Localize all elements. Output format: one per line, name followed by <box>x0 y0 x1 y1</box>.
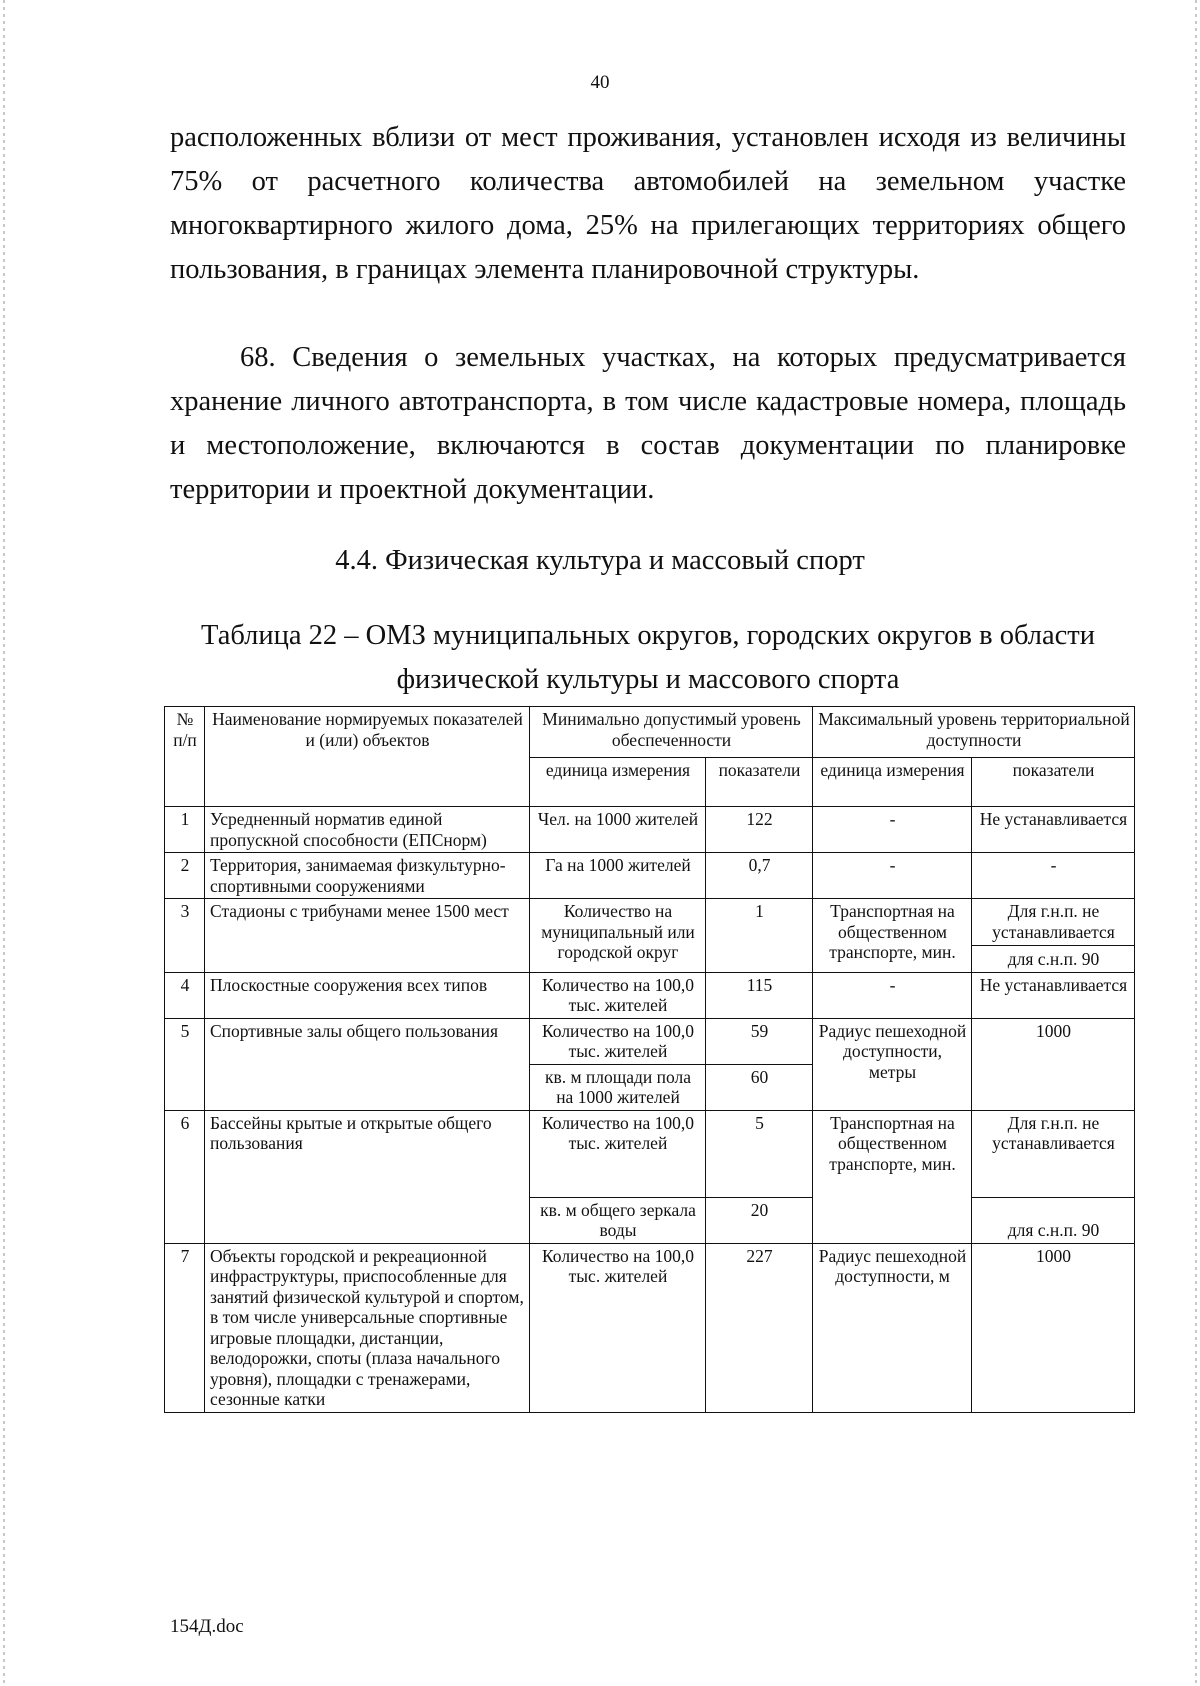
row-value: 59 <box>706 1018 813 1064</box>
table-row <box>165 1110 1135 1197</box>
header-unit: единица измерения <box>530 758 706 807</box>
paragraph-68: 68. Сведения о земельных участках, на которых предусматривается хранение личного автотранспорта, в том числе кадастровые номера, площадь и местоположение, включаются в состав документации по планировке территории и проектной документации. <box>170 342 1126 505</box>
row-value2: Не устанавливается <box>972 807 1135 853</box>
row-num: 3 <box>165 899 205 973</box>
table-row <box>165 972 1135 1018</box>
row-unit: Чел. на 1000 жителей <box>530 807 706 853</box>
value2-urban: Для г.н.п. не устанавливается <box>972 901 1134 946</box>
row-num: 1 <box>165 807 205 853</box>
row-unit: Га на 1000 жителей <box>530 853 706 899</box>
row-unit2: - <box>813 807 972 853</box>
header-unit2: единица измерения <box>813 758 972 807</box>
scan-edge-left <box>3 0 5 1686</box>
header-name: Наименование нормируемых показателей и (или) объектов <box>205 707 530 807</box>
footer-filename: 154Д.doc <box>170 1616 244 1637</box>
table-row <box>165 853 1135 899</box>
sport-norms-table <box>164 706 1135 1413</box>
row-num: 6 <box>165 1110 205 1243</box>
row-num: 7 <box>165 1243 205 1412</box>
header-value: показатели <box>706 758 813 807</box>
table-row <box>165 899 1135 973</box>
row-unit2: - <box>813 972 972 1018</box>
row-value: 1 <box>706 899 813 973</box>
header-max-level: Максимальный уровень территориальной доступности <box>813 707 1135 758</box>
row-value2: Для г.н.п. не устанавливается <box>972 1110 1135 1197</box>
table-row <box>165 1018 1135 1064</box>
row-value: 60 <box>706 1064 813 1110</box>
row-num: 4 <box>165 972 205 1018</box>
row-name: Стадионы с трибунами менее 1500 мест <box>205 899 530 973</box>
row-name: Усредненный норматив единой пропускной способности (ЕПСнорм) <box>205 807 530 853</box>
row-unit: Количество на 100,0 тыс. жителей <box>530 1243 706 1412</box>
table-caption: Таблица 22 – ОМЗ муниципальных округов, городских округов в области физической культуры и массового спорта <box>201 620 1095 695</box>
row-name: Объекты городской и рекреационной инфраструктуры, приспособленные для занятий физической культурой и спортом, в том числе универсальные спортивные игровые площадки, дистанции, велодорожки, споты (плаза начального уровня), площадки с тренажерами, сезонные катки <box>205 1243 530 1412</box>
scan-edge-right <box>1195 0 1197 1686</box>
row-unit: Количество на 100,0 тыс. жителей <box>530 1110 706 1197</box>
row-value: 122 <box>706 807 813 853</box>
row-unit: кв. м общего зеркала воды <box>530 1197 706 1243</box>
row-name: Бассейны крытые и открытые общего пользования <box>205 1110 530 1243</box>
row-unit2: Транспортная на общественном транспорте, мин. <box>813 1110 972 1243</box>
row-value2: 1000 <box>972 1018 1135 1110</box>
row-num: 2 <box>165 853 205 899</box>
row-name: Спортивные залы общего пользования <box>205 1018 530 1110</box>
row-unit: Количество на 100,0 тыс. жителей <box>530 1018 706 1064</box>
row-unit: кв. м площади пола на 1000 жителей <box>530 1064 706 1110</box>
row-value2-split <box>972 899 1135 973</box>
row-unit2: Транспортная на общественном транспорте, мин. <box>813 899 972 973</box>
row-value2: 1000 <box>972 1243 1135 1412</box>
table-row <box>165 1243 1135 1412</box>
paragraph-parking-continuation: расположенных вблизи от мест проживания, установлен исходя из величины 75% от расчетного количества автомобилей на земельном участке многоквартирного жилого дома, 25% на прилегающих территориях общего пользования, в границах элемента планировочной структуры. <box>170 122 1126 285</box>
row-value: 115 <box>706 972 813 1018</box>
row-value: 20 <box>706 1197 813 1243</box>
section-heading: 4.4. Физическая культура и массовый спорт <box>335 545 865 576</box>
row-unit2: - <box>813 853 972 899</box>
row-num: 5 <box>165 1018 205 1110</box>
row-value: 5 <box>706 1110 813 1197</box>
header-value2: показатели <box>972 758 1135 807</box>
row-value2: Не устанавливается <box>972 972 1135 1018</box>
table-header-row <box>165 707 1135 758</box>
row-value2: для с.н.п. 90 <box>972 1197 1135 1243</box>
header-min-level: Минимально допустимый уровень обеспеченности <box>530 707 813 758</box>
row-unit: Количество на муниципальный или городской округ <box>530 899 706 973</box>
row-unit: Количество на 100,0 тыс. жителей <box>530 972 706 1018</box>
row-unit2: Радиус пешеходной доступности, м <box>813 1243 972 1412</box>
row-value: 227 <box>706 1243 813 1412</box>
row-value2: - <box>972 853 1135 899</box>
row-value: 0,7 <box>706 853 813 899</box>
value2-rural: для с.н.п. 90 <box>1007 949 1100 969</box>
row-name: Плоскостные сооружения всех типов <box>205 972 530 1018</box>
table-row <box>165 807 1135 853</box>
page-number: 40 <box>590 72 610 93</box>
header-num: № п/п <box>165 707 205 807</box>
row-name: Территория, занимаемая физкультурно-спортивными сооружениями <box>205 853 530 899</box>
row-unit2: Радиус пешеходной доступности, метры <box>813 1018 972 1110</box>
